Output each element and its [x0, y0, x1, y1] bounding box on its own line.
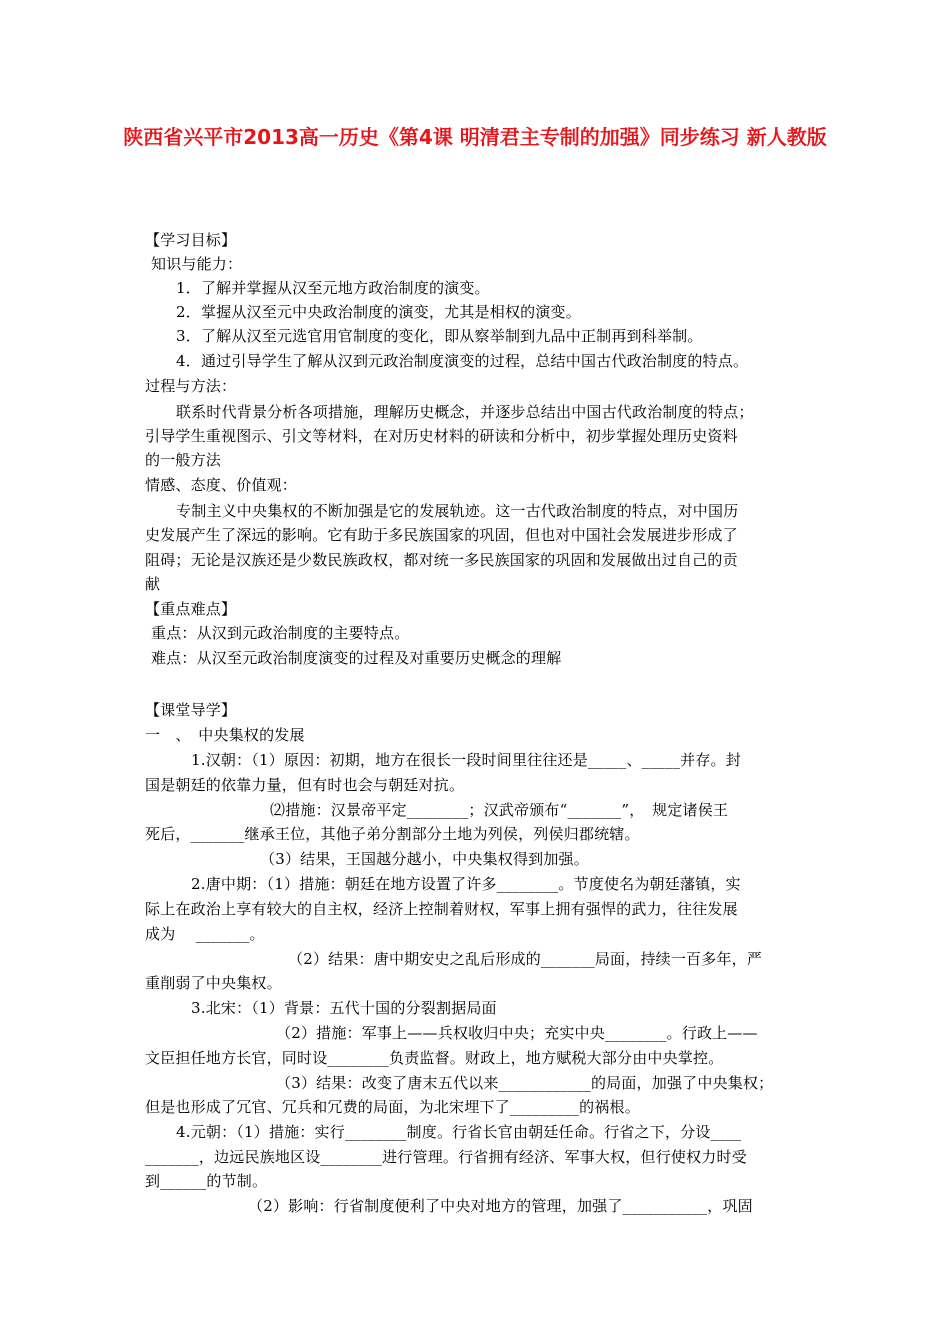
- emotion-text-line: 专制主义中央集权的不断加强是它的发展轨迹。这一古代政治制度的特点，对中国历: [176, 502, 739, 520]
- emotion-text-line: 史发展产生了深远的影响。它有助于多民族国家的巩固，但也对中国社会发展进步形成了: [145, 526, 738, 544]
- song-line: 文臣担任地方长官，同时设________负责监督。财政上，地方赋税大部分由中央掌控。: [145, 1049, 724, 1067]
- han-line: 国是朝廷的依靠力量，但有时也会与朝廷对抗。: [145, 776, 465, 794]
- difficult-point: 难点：从汉至元政治制度演变的过程及对重要历史概念的理解: [151, 649, 562, 667]
- han-line: 1.汉朝：（1）原因：初期，地方在很长一段时间里往往还是_____、_____并存。封: [191, 751, 741, 769]
- objective-item-3: 3．了解从汉至元选官用官制度的变化，即从察举制到九品中正制再到科举制。: [176, 327, 703, 345]
- song-line: 3.北宋：（1）背景：五代十国的分裂割据局面: [191, 999, 497, 1017]
- objective-item-4: 4．通过引导学生了解从汉到元政治制度演变的过程，总结中国古代政治制度的特点。: [176, 352, 749, 370]
- song-line: 但是也形成了冗官、冗兵和冗费的局面，为北宋埋下了_________的祸根。: [145, 1098, 640, 1116]
- song-line: （3）结果：改变了唐末五代以来____________的局面，加强了中央集权；: [276, 1074, 774, 1092]
- emotion-text-line: 献: [145, 575, 161, 593]
- process-heading: 过程与方法：: [145, 377, 237, 395]
- tang-line: 际上在政治上享有较大的自主权，经济上控制着财权，军事上拥有强悍的武力，往往发展: [145, 900, 738, 918]
- yuan-line: _______，边远民族地区设________进行管理。行省拥有经济、军事大权，但行使权力时受: [145, 1148, 747, 1166]
- process-text-line: 的一般方法: [145, 451, 222, 469]
- emotion-text-line: 阻碍；无论是汉族还是少数民族政权，都对统一多民族国家的巩固和发展做出过自己的贡: [145, 551, 738, 569]
- song-line: （2）措施：军事上——兵权收归中央；充实中央________。行政上——: [276, 1024, 758, 1042]
- key-point: 重点：从汉到元政治制度的主要特点。: [151, 624, 410, 642]
- yuan-line: 到______的节制。: [145, 1172, 268, 1190]
- han-line: 死后，_______继承王位，其他子弟分割部分土地为列侯，列侯归郡统辖。: [145, 825, 640, 843]
- keypoints-heading: 【重点难点】: [145, 600, 237, 618]
- objective-item-1: 1．了解并掌握从汉至元地方政治制度的演变。: [176, 279, 490, 297]
- objective-item-2: 2．掌握从汉至元中央政治制度的演变，尤其是相权的演变。: [176, 303, 581, 321]
- han-line: （3）结果，王国越分越小，中央集权得到加强。: [260, 850, 589, 868]
- objectives-heading: 【学习目标】: [145, 231, 237, 249]
- knowledge-heading: 知识与能力：: [151, 255, 243, 273]
- process-text-line: 联系时代背景分析各项措施，理解历史概念，并逐步总结出中国古代政治制度的特点；: [176, 403, 754, 421]
- document-title: 陕西省兴平市2013高一历史《第4课 明清君主专制的加强》同步练习 新人教版: [123, 125, 827, 149]
- section-heading: 一 、 中央集权的发展: [145, 726, 305, 744]
- guide-heading: 【课堂导学】: [145, 701, 237, 719]
- yuan-line: 4.元朝：（1）措施：实行________制度。行省长官由朝廷任命。行省之下，分设____: [176, 1123, 742, 1141]
- tang-line: 2.唐中期：（1）措施：朝廷在地方设置了许多________。节度使名为朝廷藩镇，实: [191, 875, 741, 893]
- tang-line: 成为 _______。: [145, 925, 265, 943]
- yuan-line: （2）影响：行省制度便利了中央对地方的管理，加强了___________，巩固: [248, 1197, 753, 1215]
- tang-line: 重削弱了中央集权。: [145, 974, 282, 992]
- han-line: ⑵措施：汉景帝平定________；汉武帝颁布“_______”， 规定诸侯王: [270, 801, 729, 819]
- emotion-heading: 情感、态度、价值观：: [145, 476, 298, 494]
- process-text-line: 引导学生重视图示、引文等材料，在对历史材料的研读和分析中，初步掌握处理历史资料: [145, 427, 738, 445]
- tang-line: （2）结果：唐中期安史之乱后形成的_______局面，持续一百多年，严: [288, 950, 763, 968]
